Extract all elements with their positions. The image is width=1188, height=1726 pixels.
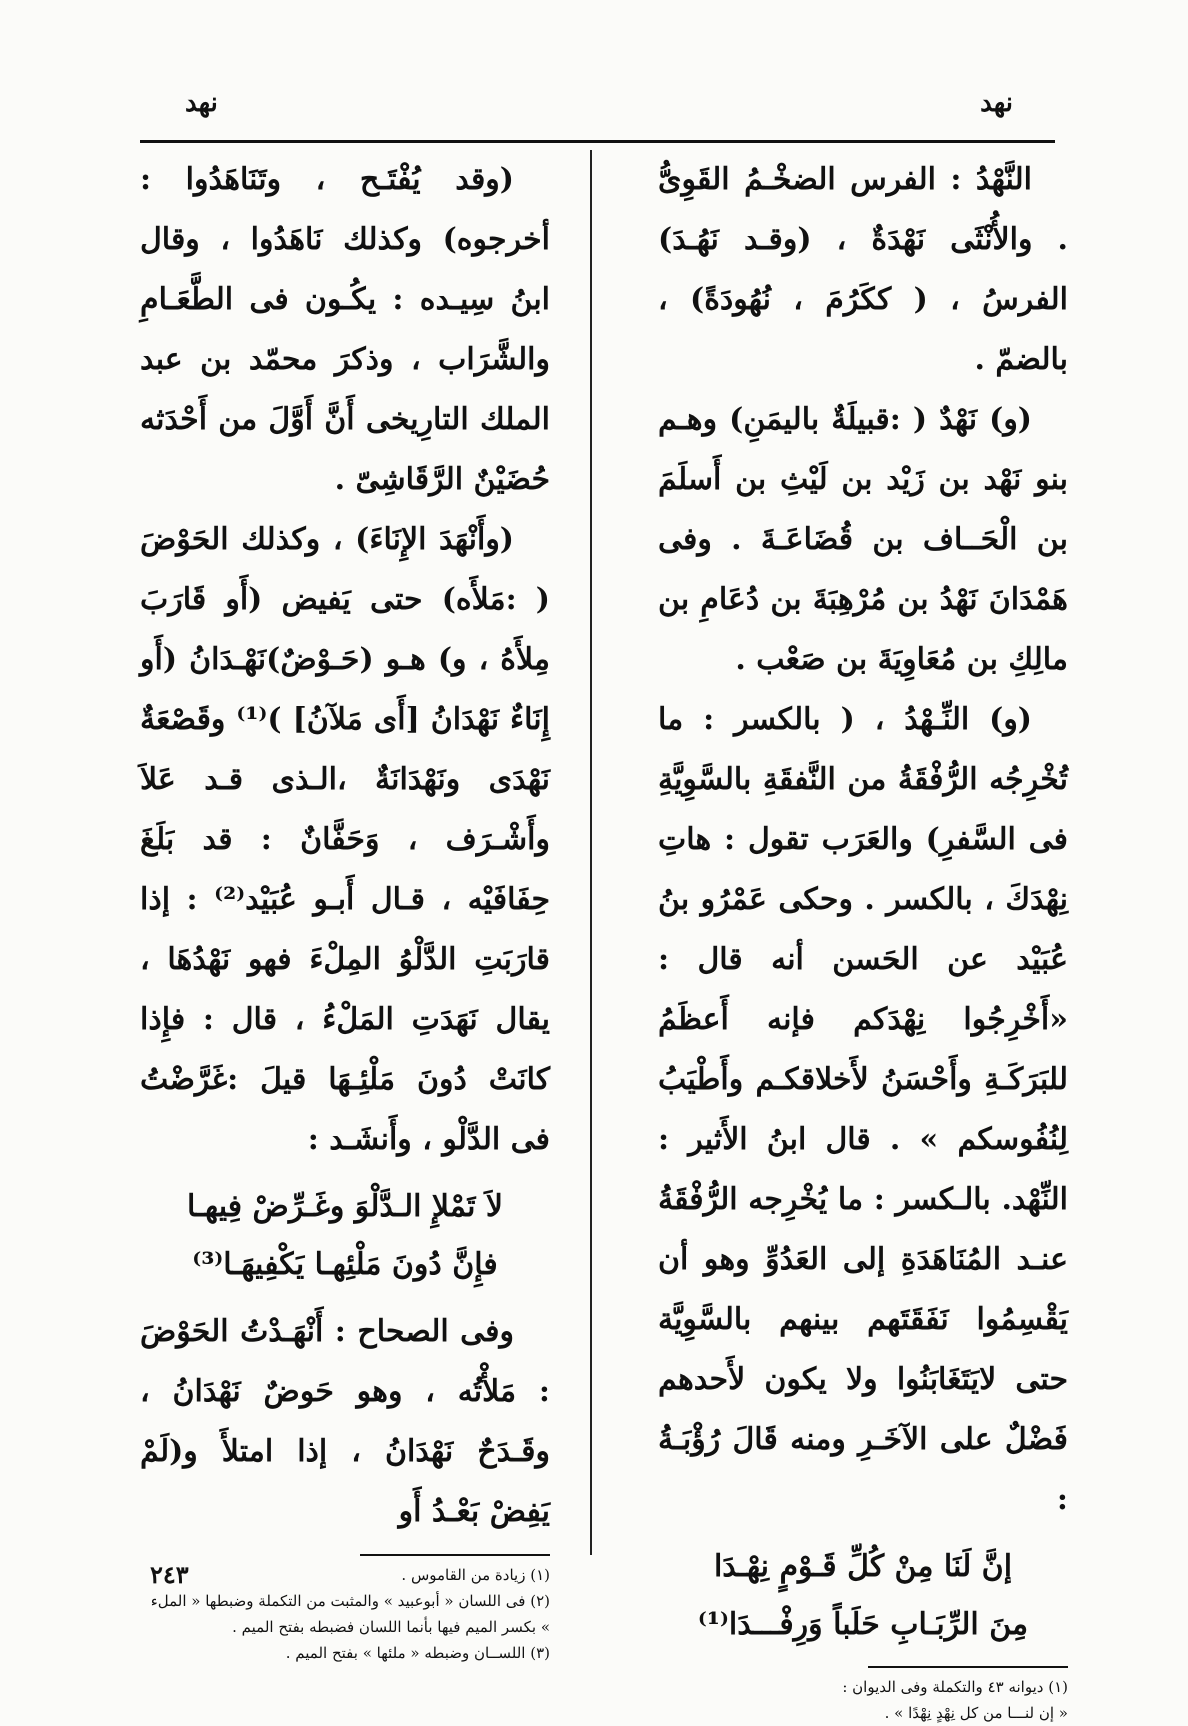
header-rule [140, 140, 1055, 143]
left-column [140, 150, 550, 1666]
right-paragraph-1: النَّهْدُ : الفرس الضخْـمُ القَوِىُّ . والأُنْثَى نَهْدَةٌ ، (وقـد نَهُـدَ) الفرسُ ، ( ككَرُمَ ، نُهُودَةً) ، بالضمّ . [658, 162, 1068, 377]
right-paragraph-3: (و) النِّـهْدُ ، ( بالكسر : ما تُخْرِجُه الرُّفْقَةُ من النَّفقَةِ بالسَّوِيَّةِ فى السَّفرِ) والعَرَب تقول : هاتِ نِهْدَكَ ، بالكسر . وحكى عَمْرُو بنُ عُبَيْد عن الحَسن أنه قال : «أَخْرِجُوا نِهْدَكم فإنه أَعظَمُ للبَرَكَـةِ وأَحْسَنُ لأَخلاقكـم وأَطْيَبُ لِنُفُوسكم » . قال ابنُ الأَثير : النِّهْد. بالـكسر : ما يُخْرِجه الرُّفْقَةُ عنـد المُنَاهَدَةِ إلى العَدُوِّ وهو أن يَقْسِمُوا نَفَقَتَهم بينهم بالسَّوِيَّة حتى لايَتَغَابَنُوا ولا يكون لأَحدهم فَضْلٌ على الآخَـرِ ومنه قَالَ رُؤْبَـةُ : [658, 702, 1068, 1517]
right-footnote-1: (١) ديوانه ٤٣ والتكملة وفى الديوان : [842, 1678, 1068, 1696]
right-footnote-rule [868, 1666, 1068, 1668]
right-verse-line-1: إنَّ لَنَا مِنْ كُلِّ قَـوْمٍ نِهْـدَا [713, 1549, 1013, 1584]
right-footnote-2: « إن لنـــا من كل نِهْدٍ نِهْدًا » . [884, 1704, 1068, 1722]
left-paragraph-2: (وأَنْهَدَ الإِنَاءَ) ، وكذلك الحَوْضَ ( :مَلأَه) حتى يَفيض (أَو قَارَبَ مِلأَهُ ، و) هـو (حَـوْضٌ)نَهْـدَانُ (أَو إِنَاءٌ نَهْدَانُ [أَى مَلآنُ] )⁽¹⁾ وقَصْعَةٌ نَهْدَى ونَهْدَانَةٌ ،الـذى قـد عَلاَ وأَشْـرَف ، وَحَفَّانٌ : قد بَلَغَ حِفَافَيْه ، قـال أَبـو عُبَيْد⁽²⁾ : إذا قارَبَتِ الدَّلْوُ المِلْءَ فهو نَهْدُهَا ، يقال نَهَدَتِ المَلْءُ ، قال : فإِذا كانَتْ دُونَ مَلْئِـهَا قيلَ :غَرَّضْتُ فى الدَّلْو ، وأَنشَـد : [140, 522, 550, 1157]
left-footnote-2: (٢) فى اللسان « أبوعبيد » والمثبت من التكملة وضبطها « الملء » بكسر الميم فيها بأنما اللسان فضبطه بفتح الميم . [150, 1592, 550, 1636]
left-verse-line-2: فإِنَّ دُونَ مَلْئِهـا يَكْفِيهَـا⁽³⁾ [192, 1247, 498, 1282]
left-verse [140, 1178, 550, 1294]
left-paragraph-3: وفى الصحاح : أَنْهَـدْتُ الحَوْضَ : مَلأْتُه ، وهو حَوضٌ نَهْدَانُ ، وقَـدَحٌ نَهْدَانُ ، إذا امتلأَ و(لَمْ يَفِضْ بَعْـدُ أَو [140, 1314, 550, 1529]
right-verse-line-2: مِنَ الرِّبَـابِ حَلَباً وَرِفْـــدَا⁽¹⁾ [697, 1607, 1029, 1642]
right-verse [658, 1538, 1068, 1654]
column-divider [590, 150, 592, 1555]
left-paragraph-1: (وقد يُفْتَـح ، وتَنَاهَدُوا : أخرجوه) وكذلك نَاهَدُوا ، وقال ابنُ سِيـده : يكُـون فى الطَّعَـامِ والشَّرَاب ، وذكرَ محمّد بن عبد الملك التارِيخى أَنَّ أَوَّلَ من أَحْدَثه حُضَيْنٌ الرَّقَاشِىّ . [140, 162, 550, 497]
left-verse-line-1: لاَ تَمْلإِ الـدَّلْوَ وغَـرِّضْ فِيهـا [186, 1189, 504, 1224]
page-number: ٢٤٣ [150, 1560, 189, 1589]
right-column [658, 150, 1068, 1726]
left-footnote-3: (٣) اللســان وضبطه « ملئها » بفتح الميم . [285, 1644, 550, 1662]
right-header-word: نهد [980, 88, 1013, 118]
left-header-word: نهد [185, 88, 218, 118]
left-footnote-rule [360, 1554, 550, 1556]
left-footnote-1: (١) زيادة من القاموس . [401, 1566, 550, 1584]
right-paragraph-2: (و) نَهْدٌ ( :قبيلَةٌ باليمَنِ) وهـم بنو نَهْد بن زَيْد بن لَيْثِ بن أَسلَمَ بن الْحَــاف بن قُضَاعَـةَ . وفى هَمْدَانَ نَهْدُ بن مُرْهِبَةَ بن دُعَامِ بن مالِكِ بن مُعَاوِيَةَ بن صَعْب . [658, 402, 1068, 677]
